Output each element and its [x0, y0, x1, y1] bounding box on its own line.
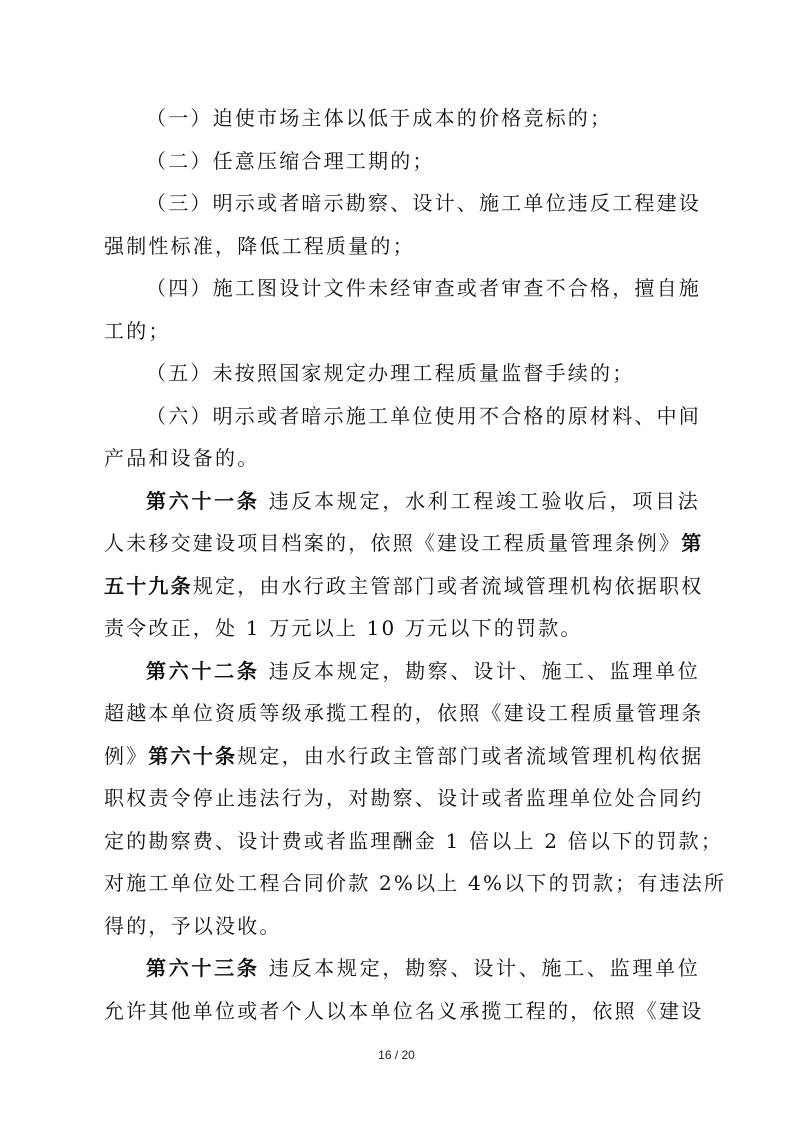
article-61-title: 第六十一条: [146, 489, 260, 513]
article-63-text-1: 违反本规定，勘察、设计、施工、监理单位: [259, 956, 701, 980]
article-61-line-3: [104, 572, 704, 600]
article-62-line-1: [146, 657, 700, 685]
article-62-line-6: 对施工单位处工程合同价款 2%以上 4%以下的罚款；有违法所: [104, 871, 727, 895]
article-61-text-3: 规定，由水行政主管部门或者流域管理机构依据职权: [192, 574, 704, 598]
article-63-title: 第六十三条: [146, 956, 260, 980]
article-61-line-4: 责令改正，处 1 万元以上 10 万元以下的罚款。: [104, 616, 583, 640]
text-line-4: 强制性标准，降低工程质量的；: [104, 234, 415, 258]
article-61-line-1: [146, 487, 700, 515]
article-62-text-1: 违反本规定，勘察、设计、施工、监理单位: [259, 659, 701, 683]
text-line-2: （二）任意压缩合理工期的；: [146, 149, 435, 173]
article-63-line-1: [146, 954, 700, 982]
text-line-5: （四）施工图设计文件未经审查或者审查不合格，擅自施: [146, 276, 701, 300]
text-line-9: 产品和设备的。: [104, 446, 260, 470]
article-62-text-3c: 规定，由水行政主管部门或者流域管理机构依据: [237, 744, 704, 768]
article-62-line-7: 得的，予以没收。: [104, 914, 282, 938]
text-line-6: 工的；: [104, 319, 171, 343]
article-61-text-2: 人未移交建设项目档案的，依照《建设工程质量管理条例》: [104, 531, 682, 555]
article-63-line-2: 允许其他单位或者个人以本单位名义承揽工程的，依照《建设: [104, 999, 704, 1023]
text-line-3: （三）明示或者暗示勘察、设计、施工单位违反工程建设: [146, 191, 701, 215]
article-61-line-2: [104, 529, 704, 557]
article-62-ref: 第六十条: [148, 744, 238, 768]
article-62-line-5: 定的勘察费、设计费或者监理酬金 1 倍以上 2 倍以下的罚款；: [104, 829, 724, 853]
text-line-7: （五）未按照国家规定办理工程质量监督手续的；: [146, 361, 635, 385]
article-61-ref-1: 第: [681, 531, 704, 555]
article-62-line-3: [104, 742, 704, 770]
text-line-8: （六）明示或者暗示施工单位使用不合格的原材料、中间: [146, 404, 701, 428]
text-line-1: （一）迫使市场主体以低于成本的价格竞标的；: [146, 106, 613, 130]
article-61-text-1: 违反本规定，水利工程竣工验收后，项目法: [259, 489, 701, 513]
article-62-title: 第六十二条: [146, 659, 260, 683]
article-61-ref-2: 五十九条: [104, 574, 193, 598]
article-62-line-2: 超越本单位资质等级承揽工程的，依照《建设工程质量管理条: [104, 701, 704, 725]
article-62-text-3a: 例》: [104, 744, 149, 768]
page-number: 16 / 20: [378, 1048, 415, 1062]
article-62-line-4: 职权责令停止违法行为，对勘察、设计或者监理单位处合同约: [104, 786, 704, 810]
